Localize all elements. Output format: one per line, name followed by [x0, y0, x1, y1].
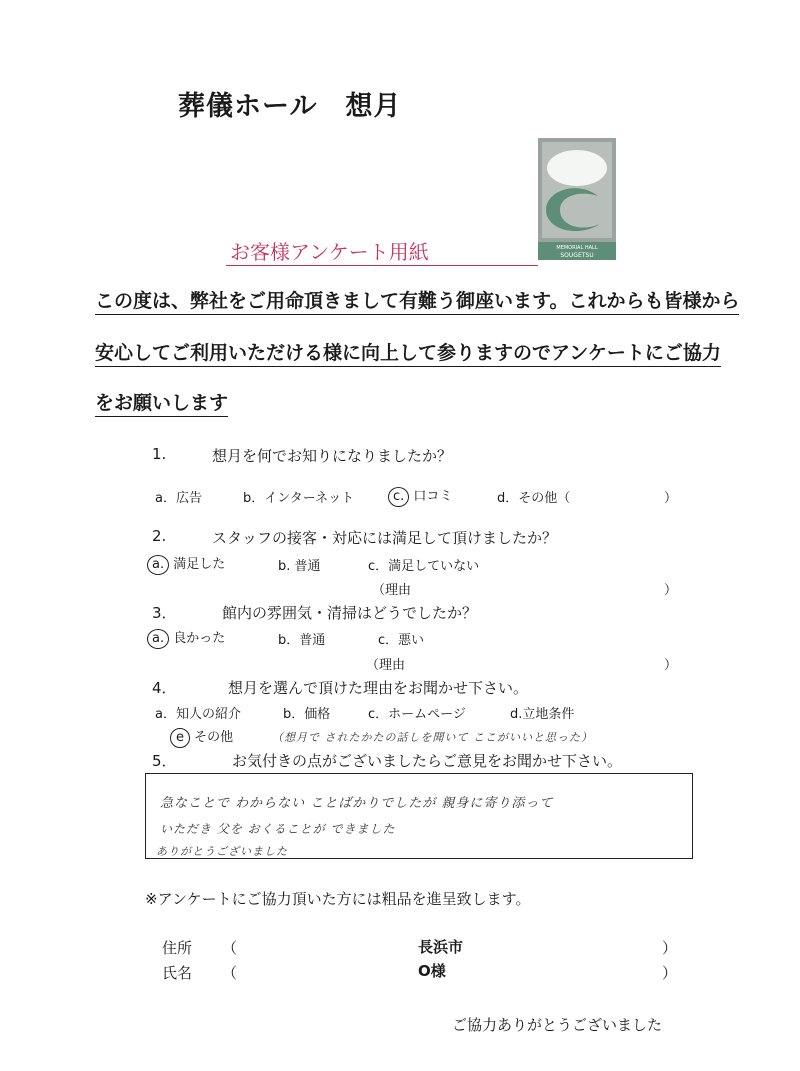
- intro-line-3: をお願いします: [95, 388, 228, 415]
- q4-option-a: a．知人の紹介: [155, 707, 241, 722]
- name-label: 氏名: [162, 964, 193, 982]
- q1-option-b: b．インターネット: [243, 491, 355, 506]
- q5-number: 5．: [152, 752, 177, 770]
- q1-option-d-close: ）: [664, 491, 678, 506]
- q3-reason-close: ）: [664, 658, 678, 673]
- q2-reason-close: ）: [664, 583, 678, 598]
- thanks-text: ご協力ありがとうございました: [452, 1016, 663, 1034]
- q3-option-c: c．悪い: [378, 633, 425, 648]
- name-open-paren: （: [222, 964, 238, 982]
- form-title: お客様アンケート用紙: [230, 240, 429, 264]
- q3-option-b: b．普通: [278, 633, 326, 648]
- name-value: O様: [418, 962, 446, 980]
- q2-option-b: b. 普通: [278, 559, 321, 574]
- comment-line-1: 急なことで わからない ことばかりでしたが 親身に寄り添って: [160, 796, 554, 811]
- q3-text: 館内の雰囲気・清掃はどうでしたか？: [222, 604, 478, 622]
- q1-option-c: [388, 485, 452, 507]
- address-open-paren: （: [222, 939, 238, 957]
- q1-option-c-circle: c.: [388, 487, 409, 507]
- address-close-paren: ）: [662, 939, 678, 957]
- intro-line-2: 安心してご利用いただける様に向上して参りますのでアンケートにご協力: [95, 338, 721, 365]
- q4-option-c: c．ホームページ: [368, 707, 466, 722]
- q4-number: 4．: [152, 679, 177, 697]
- name-close-paren: ）: [662, 964, 678, 982]
- hall-logo: [538, 138, 616, 260]
- hall-title: 葬儀ホール 想月: [178, 91, 402, 122]
- q2-option-a-label: 満足した: [173, 557, 226, 572]
- q4-option-b: b．価格: [283, 707, 331, 722]
- logo-text-bottom: SOUGETSU: [560, 252, 594, 259]
- q4-other-answer: （想月で されたかたの話しを聞いて ここがいいと思った）: [272, 731, 593, 744]
- gift-note: ※アンケートにご協力頂いた方には粗品を進呈致します。: [145, 890, 531, 908]
- q5-text: お気付きの点がございましたらご意見をお聞かせ下さい。: [232, 752, 623, 770]
- q2-number: 2.: [152, 527, 167, 545]
- q3-option-a-label: 良かった: [173, 631, 226, 646]
- q4-option-e-label: その他: [194, 730, 234, 745]
- q2-option-a: [147, 553, 225, 575]
- q4-option-d: d.立地条件: [510, 707, 575, 722]
- q1-option-a: a．広告: [155, 491, 202, 506]
- q3-option-a: [147, 627, 225, 649]
- q4-option-e: [170, 726, 233, 748]
- q1-text: 想月を何でお知りになりましたか？: [212, 447, 453, 465]
- q2-option-c: c．満足していない: [368, 559, 480, 574]
- q4-option-e-circle: e: [170, 728, 190, 748]
- address-label: 住所: [162, 939, 193, 957]
- intro-line-1: この度は、弊社をご用命頂きまして有難う御座います。これからも皆様から: [95, 286, 739, 313]
- q1-option-d: d．その他（: [497, 491, 571, 506]
- comment-line-3: ありがとうございました: [156, 845, 288, 858]
- address-value: 長浜市: [418, 938, 464, 956]
- q1-option-c-label: 口コミ: [413, 489, 453, 504]
- q3-number: 3．: [152, 604, 177, 622]
- q4-text: 想月を選んで頂けた理由をお聞かせ下さい。: [228, 679, 529, 697]
- logo-text-top: MEMORIAL HALL: [556, 245, 598, 251]
- q2-option-a-circle: a.: [147, 555, 169, 575]
- q3-option-a-circle: a.: [147, 629, 169, 649]
- q3-reason: （理由: [366, 658, 406, 673]
- form-title-underline: [226, 265, 538, 266]
- q2-text: スタッフの接客・対応には満足して頂けましたか？: [212, 529, 558, 547]
- comment-line-2: いただき 父を おくることが できました: [160, 822, 396, 836]
- q1-number: 1.: [152, 445, 167, 463]
- q2-reason: （理由: [372, 583, 412, 598]
